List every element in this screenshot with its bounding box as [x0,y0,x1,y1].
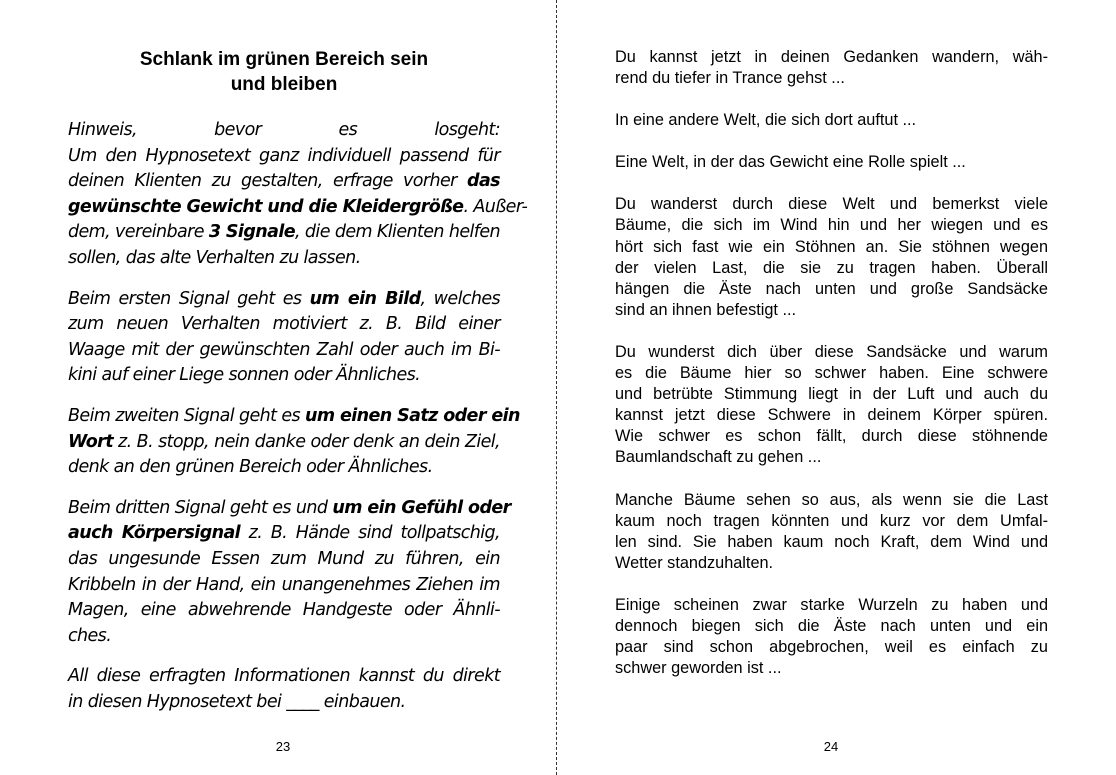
text-line [68,573,500,599]
text-line: Du wanderst durch diese Welt und bemerkst viele [615,195,1048,214]
paragraph [68,664,500,715]
text-line [68,598,500,624]
text-line: kaum noch tragen könnten und kurz vor dem Umfal- [615,511,1048,530]
text-segment: Um den Hypnosetext ganz individuell passend für [68,145,500,166]
paragraph [68,118,528,272]
text-line: Baumlandschaft zu gehen ... [615,448,822,467]
text-segment: Waage mit der gewünschten Zahl oder auch im Bi- [68,339,500,360]
title-line: und bleiben [230,74,338,95]
bold-text: um ein Bild [309,288,421,309]
text-line: Bäume, die sich im Wind hin und her wiegen und es [615,216,1048,235]
paragraph [615,194,1048,321]
text-line [68,624,500,650]
bold-text: das [467,171,500,192]
text-line: hängen die Äste nach unten und große Sandsäcke [615,279,1048,298]
bold-text: auch Körpersignal [68,523,241,544]
text-segment: dem, vereinbare [68,222,209,243]
text-line: hört sich fast wie ein Stöhnen an. Sie stöhnen wegen [615,237,1048,256]
text-segment: denk an den grünen Bereich oder Ähnliches. [68,457,433,478]
page-number-left: 23 [275,739,291,754]
text-line: sind an ihnen befestigt ... [615,300,797,319]
text-segment: sollen, das alte Verhalten zu lassen. [68,247,361,268]
text-segment: deinen Klienten zu gestalten, erfrage vorher [68,171,468,192]
text-line [68,338,500,364]
title-line: Schlank im grünen Bereich sein [139,49,429,70]
text-segment: . Außer- [463,196,528,217]
text-line [68,118,500,144]
text-line: Du kannst jetzt in deinen Gedanken wandern, wäh- [615,48,1048,66]
text-line: rend du tiefer in Trance gehst ... [615,69,845,88]
text-line: In eine andere Welt, die sich dort auftut ... [615,111,917,130]
text-line [68,246,500,272]
bold-text: um ein Gefühl oder [332,497,511,518]
left-page-body [68,118,528,730]
text-line [68,169,500,195]
text-segment: in diesen Hypnosetext bei ____ einbauen. [68,691,406,712]
text-segment: das ungesunde Essen zum Mund zu führen, ein [68,548,500,569]
text-segment: Beim ersten Signal geht es [68,288,310,309]
bold-text: 3 Signale [208,222,295,243]
text-line: Wetter standzuhalten. [615,553,774,572]
text-line [68,690,500,716]
text-segment: All diese erfragten Informationen kannst du direkt [68,666,500,687]
page-divider [556,0,557,775]
paragraph [615,342,1048,469]
page-title [68,47,500,97]
text-segment: Magen, eine abwehrende Handgeste oder Ähnli- [68,600,500,621]
text-line [68,312,500,338]
text-line: paar sind schon abgebrochen, weil es einfach zu [615,638,1048,657]
text-segment: Hinweis, bevor es losgeht: [68,120,500,140]
text-line [68,363,500,389]
text-segment: z. B. Hände sind tollpatschig, [240,523,500,544]
text-line [68,521,500,547]
text-line [68,430,500,456]
text-line [68,547,500,573]
paragraph [68,404,520,481]
text-line [68,664,500,690]
text-line: Du wunderst dich über diese Sandsäcke und warum [615,342,1048,361]
text-line: Manche Bäume sehen so aus, als wenn sie die Last [615,490,1048,509]
paragraph [615,152,1048,173]
paragraph [68,287,500,389]
text-line: schwer geworden ist ... [615,659,782,678]
text-line: der vielen Last, die sie zu tragen haben. Überall [615,258,1048,277]
text-segment: , die dem Klienten helfen [295,222,500,243]
text-segment: z. B. stopp, nein danke oder denk an dein Ziel, [112,431,500,452]
page-number-right: 24 [823,739,839,754]
text-line: len sind. Sie haben kaum noch Kraft, dem Wind und [615,532,1048,551]
text-line [68,220,500,246]
text-line: Einige scheinen zwar starke Wurzeln zu haben und [615,595,1048,614]
bold-text: Wort [68,431,113,452]
paragraph [615,595,1048,679]
text-line [68,455,500,481]
paragraph [615,490,1048,574]
paragraph [615,110,1048,131]
text-segment: Kribbeln in der Hand, ein unangenehmes Ziehen im [68,574,500,595]
text-line [68,287,500,313]
text-line [68,195,528,221]
text-segment: Beim dritten Signal geht es und [68,497,333,518]
text-segment: ches. [68,625,112,646]
text-line: und betrübte Stimmung liegt in der Luft und auch du [615,385,1048,404]
bold-text: gewünschte Gewicht und die Kleidergröße [68,196,464,217]
paragraph [68,496,511,650]
right-page-body [615,47,1048,700]
text-segment: Beim zweiten Signal geht es [68,405,306,426]
text-line: Eine Welt, in der das Gewicht eine Rolle spielt ... [615,153,966,172]
text-segment: kini auf einer Liege sonnen oder Ähnliches. [68,365,421,386]
text-line: es die Bäume hier so schwer haben. Eine schwere [615,364,1048,383]
text-line [68,404,520,430]
bold-text: um einen Satz oder ein [305,405,520,426]
text-line: dennoch biegen sich die Äste nach unten und ein [615,616,1048,635]
text-segment: zum neuen Verhalten motiviert z. B. Bild einer [68,314,500,335]
text-segment: , welches [420,288,501,309]
text-line: kannst jetzt diese Schwere in deinem Körper spüren. [615,406,1048,425]
text-line [68,496,511,522]
text-line [68,144,500,170]
text-line: Wie schwer es schon fällt, durch diese stöhnende [615,427,1048,446]
paragraph [615,47,1048,89]
